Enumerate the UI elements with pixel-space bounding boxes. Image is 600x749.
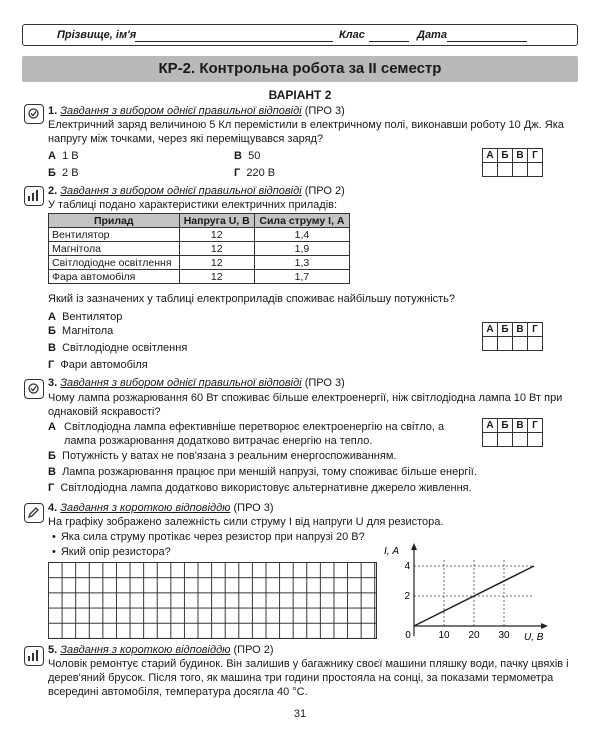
table-header: Прилад — [49, 214, 180, 228]
x-axis-arrow — [541, 623, 548, 629]
q3-number: 3. — [48, 377, 58, 389]
option-text: Світлодіодне освітлення — [62, 342, 188, 354]
q3-level: (ПРО 3) — [304, 377, 345, 389]
q5-number: 5. — [48, 644, 58, 656]
date-field[interactable] — [447, 41, 527, 42]
x-tick-label: 20 — [468, 630, 480, 641]
answer-letter: Г — [528, 149, 543, 163]
option-text: Світлодіодна лампа додатково використовує альтернативне джерело живлення. — [60, 482, 472, 494]
option-letter: Б — [48, 325, 56, 337]
table-icon — [24, 646, 44, 666]
q1-option-a[interactable] — [48, 149, 79, 163]
option-text: Вентилятор — [62, 311, 123, 323]
option-letter: В — [234, 150, 242, 162]
q4-bullet: • Яка сила струму протікає через резистор при напрузі 20 В? — [52, 530, 365, 544]
q1-option-c[interactable] — [234, 149, 260, 163]
answer-letter: Б — [498, 419, 513, 433]
devices-table — [48, 213, 350, 284]
q4-level: (ПРО 3) — [233, 502, 274, 514]
q4-type: Завдання з короткою відповіддю — [60, 502, 231, 514]
answer-letter: А — [483, 149, 498, 163]
q1-level: (ПРО 3) — [304, 105, 345, 117]
pencil-icon — [24, 503, 44, 523]
table-cell: 12 — [179, 228, 254, 242]
answer-letter: Б — [498, 323, 513, 337]
student-info-box — [22, 24, 578, 46]
chart-grid — [414, 559, 534, 627]
x-tick-label: 30 — [498, 630, 510, 641]
answer-letter: А — [483, 419, 498, 433]
answer-letter: А — [483, 323, 498, 337]
q1-option-d[interactable] — [234, 166, 275, 180]
table-cell: 12 — [179, 270, 254, 284]
q1-answer-grid — [482, 148, 543, 177]
answer-cell[interactable] — [513, 163, 528, 177]
q2-option-d[interactable] — [48, 358, 148, 372]
option-letter: Г — [234, 167, 241, 179]
option-text: 1 В — [62, 150, 79, 162]
table-cell: 12 — [179, 256, 254, 270]
answer-cell[interactable] — [483, 163, 498, 177]
chart-ticks — [404, 561, 510, 641]
answer-letter: Г — [528, 323, 543, 337]
q2-text: У таблиці подано характеристики електричних приладів: — [48, 199, 338, 211]
option-letter: Б — [48, 450, 56, 462]
y-tick-label: 4 — [404, 561, 410, 572]
q2-option-c[interactable] — [48, 341, 187, 355]
x-tick-label: 10 — [438, 630, 450, 641]
q5-type: Завдання з короткою відповіддю — [60, 644, 231, 656]
q2-question: Який із зазначених у таблиці електроприладів споживає найбільшу потужність? — [48, 293, 456, 305]
q3-option-c[interactable] — [48, 465, 548, 479]
y-axis-label: I, А — [384, 546, 400, 557]
table-cell: Вентилятор — [49, 228, 180, 242]
table-row — [49, 256, 350, 270]
answer-letter: Б — [498, 149, 513, 163]
answer-cell[interactable] — [498, 163, 513, 177]
q1-text: Електричний заряд величиною 5 Кл перемістили в електричному полі, виконавши роботу 10 Дж. Яка напругу між точками, через які переміщувався заряд? — [48, 119, 564, 145]
name-label: Прізвище, ім'я — [57, 29, 137, 41]
date-label: Дата — [417, 29, 447, 41]
q2-heading — [48, 185, 345, 197]
answer-cell[interactable] — [483, 433, 498, 447]
answer-cell[interactable] — [498, 337, 513, 351]
table-cell: 1,3 — [254, 256, 349, 270]
answer-letter: Г — [528, 419, 543, 433]
q3-option-b[interactable] — [48, 449, 548, 463]
answer-cell[interactable] — [513, 433, 528, 447]
option-text: Фари автомобіля — [60, 359, 148, 371]
table-row — [49, 228, 350, 242]
class-field[interactable] — [369, 41, 409, 42]
table-row — [49, 242, 350, 256]
option-text: 50 — [248, 150, 261, 162]
q3-option-a[interactable] — [48, 420, 468, 448]
option-letter: А — [48, 150, 56, 162]
q3-answer-grid — [482, 418, 543, 447]
x-axis-label: U, В — [524, 632, 544, 642]
q2-level: (ПРО 2) — [304, 185, 345, 197]
q3-type: Завдання з вибором однієї правильної відповіді — [60, 377, 302, 389]
answer-cell[interactable] — [528, 337, 543, 351]
answer-cell[interactable] — [483, 337, 498, 351]
choice-icon — [24, 379, 44, 399]
answer-cell[interactable] — [498, 433, 513, 447]
answer-grid-area[interactable] — [48, 562, 377, 639]
q3-option-d[interactable] — [48, 481, 548, 495]
q2-answer-grid — [482, 322, 543, 351]
option-text: Магнітола — [62, 325, 114, 337]
y-axis-arrow — [411, 543, 417, 550]
answer-letter: В — [513, 149, 528, 163]
q2-option-b[interactable] — [48, 324, 113, 338]
q5-level: (ПРО 2) — [233, 644, 274, 656]
q5-text: Чоловік ремонтує старий будинок. Він залишив у багажнику своєї машини пляшку води, пачку цвяхів і дерев'яний брусок. Після того, як машина три години простояла на сонці, за показами термометра всередині автомобіля, температура досягла 40 °С. — [48, 658, 569, 698]
option-letter: В — [48, 342, 56, 354]
page-title: КР-2. Контрольна робота за ІІ семестр — [22, 56, 578, 82]
choice-icon — [24, 104, 44, 124]
option-text: Лампа розжарювання працює при меншій напрузі, тому споживає більше енергії. — [62, 466, 477, 478]
option-text: 2 В — [62, 167, 79, 179]
page-number: 31 — [293, 708, 307, 720]
option-text: 220 В — [246, 167, 276, 179]
table-cell: Фара автомобіля — [49, 270, 180, 284]
answer-cell[interactable] — [513, 337, 528, 351]
x-tick-label: 0 — [405, 630, 411, 641]
option-letter: А — [48, 311, 56, 323]
current-voltage-chart — [384, 540, 554, 642]
q4-bullet: • Який опір резистора? — [52, 545, 171, 559]
option-letter: Г — [48, 482, 55, 494]
class-label: Клас — [339, 29, 365, 41]
y-tick-label: 2 — [404, 591, 410, 602]
table-icon — [24, 186, 44, 206]
q2-type: Завдання з вибором однієї правильної відповіді — [60, 185, 302, 197]
table-cell: Світлодіодне освітлення — [49, 256, 180, 270]
option-text: Потужність у ватах не пов'язана з реальним енергоспоживанням. — [62, 450, 397, 462]
table-cell: 1,4 — [254, 228, 349, 242]
option-letter: В — [48, 466, 56, 478]
table-cell: 1,7 — [254, 270, 349, 284]
answer-letter: В — [513, 419, 528, 433]
option-text: Світлодіодна лампа ефективніше перетворює електроенергію на світло, а лампа розжарювання додатково витрачає енергію на тепло. — [64, 421, 445, 447]
q1-heading — [48, 105, 345, 117]
answer-letter: В — [513, 323, 528, 337]
q2-number: 2. — [48, 185, 58, 197]
table-header: Сила струму І, А — [254, 214, 349, 228]
option-letter: А — [48, 421, 56, 433]
option-letter: Г — [48, 359, 55, 371]
q1-option-b[interactable] — [48, 166, 79, 180]
q5-heading — [48, 644, 274, 656]
table-cell: 12 — [179, 242, 254, 256]
table-row — [49, 270, 350, 284]
q4-number: 4. — [48, 502, 58, 514]
table-cell: Магнітола — [49, 242, 180, 256]
option-letter: Б — [48, 167, 56, 179]
q1-type: Завдання з вибором однієї правильної відповіді — [60, 105, 302, 117]
q3-text: Чому лампа розжарювання 60 Вт споживає більше електроенергії, ніж світлодіодна лампа 10 Вт при однаковій яскравості? — [48, 392, 563, 418]
q4-text: На графіку зображено залежність сили струму І від напруги U для резистора. — [48, 516, 444, 528]
answer-cell[interactable] — [528, 433, 543, 447]
answer-cell[interactable] — [528, 163, 543, 177]
q2-option-a[interactable] — [48, 310, 122, 324]
q1-number: 1. — [48, 105, 58, 117]
q4-heading — [48, 502, 274, 514]
variant-heading: ВАРІАНТ 2 — [268, 88, 332, 102]
table-cell: 1,9 — [254, 242, 349, 256]
q3-heading — [48, 377, 345, 389]
table-header: Напруга U, В — [179, 214, 254, 228]
name-field[interactable] — [135, 41, 333, 42]
